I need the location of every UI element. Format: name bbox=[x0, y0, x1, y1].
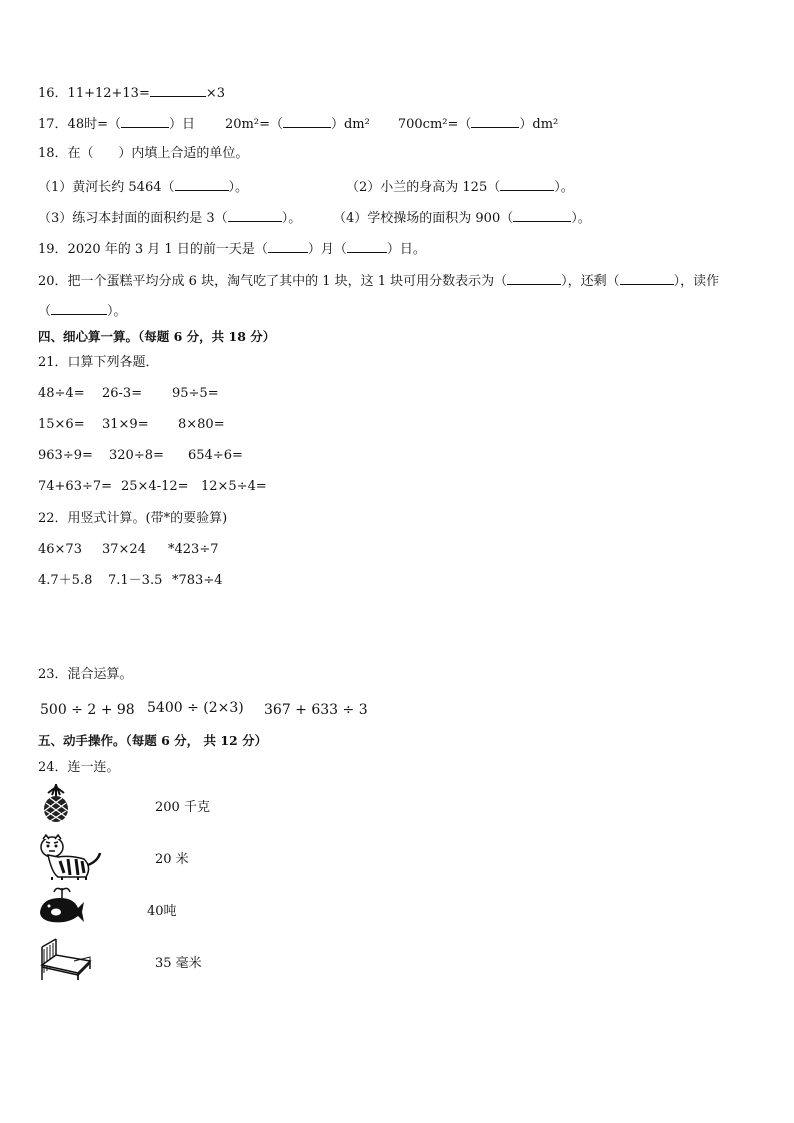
answer-blank[interactable] bbox=[150, 84, 206, 97]
answer-blank[interactable] bbox=[513, 209, 571, 222]
match-label: 200 千克 bbox=[155, 800, 210, 815]
question-18-part-1: （1）黄河长约 5464（ ）。 bbox=[38, 180, 249, 195]
answer-blank[interactable] bbox=[347, 240, 387, 253]
expression-3: 367 + 633 ÷ 3 bbox=[264, 702, 368, 718]
match-label: 35 毫米 bbox=[155, 956, 202, 971]
question-18-part-2: （2）小兰的身高为 125（ ）。 bbox=[346, 180, 574, 195]
question-18-stem: 18．在（ ）内填上合适的单位。 bbox=[38, 146, 249, 161]
expression-1: 500 ÷ 2 + 98 bbox=[40, 702, 135, 718]
whale-icon bbox=[38, 886, 86, 926]
pineapple-icon bbox=[38, 783, 74, 823]
tiger-icon bbox=[38, 833, 102, 881]
section-4-heading: 四、细心算一算。（每题 6 分，共 18 分） bbox=[38, 329, 276, 344]
answer-blank[interactable] bbox=[268, 240, 308, 253]
match-label: 20 米 bbox=[155, 852, 189, 867]
answer-blank[interactable] bbox=[471, 115, 519, 128]
question-20-continued: （ ）。 bbox=[38, 304, 127, 319]
question-16: 16．11+12+13= ×3 bbox=[38, 86, 226, 101]
answer-blank[interactable] bbox=[620, 272, 674, 285]
question-18-part-4: （4）学校操场的面积为 900（ ）。 bbox=[333, 211, 591, 226]
match-label: 40吨 bbox=[147, 904, 177, 919]
answer-blank[interactable] bbox=[500, 178, 554, 191]
answer-blank[interactable] bbox=[228, 209, 282, 222]
question-18-part-3: （3）练习本封面的面积约是 3（ ）。 bbox=[38, 211, 302, 226]
question-23-stem: 23．混合运算。 bbox=[38, 667, 133, 682]
answer-blank[interactable] bbox=[283, 115, 331, 128]
question-20: 20．把一个蛋糕平均分成 6 块，淘气吃了其中的 1 块，这 1 块可用分数表示为（ ），还剩（ ），读作 bbox=[38, 274, 720, 289]
question-19: 19．2020 年的 3 月 1 日的前一天是（ ）月（ ）日。 bbox=[38, 242, 426, 257]
answer-blank[interactable] bbox=[175, 178, 229, 191]
expression-2: 5400 ÷ (2×3) bbox=[147, 700, 244, 716]
answer-blank[interactable] bbox=[51, 302, 107, 315]
section-5-heading: 五、动手操作。（每题 6 分， 共 12 分） bbox=[38, 733, 268, 748]
answer-blank[interactable] bbox=[121, 115, 169, 128]
bed-icon bbox=[38, 937, 94, 981]
question-21-stem: 21．口算下列各题． bbox=[38, 355, 159, 370]
question-24-stem: 24．连一连。 bbox=[38, 760, 120, 775]
question-17: 17．48时=（ ）日 20m²=（ ）dm² 700cm²=（ ）dm² bbox=[38, 117, 559, 132]
answer-blank[interactable] bbox=[507, 272, 561, 285]
question-22-stem: 22．用竖式计算。(带*的要验算) bbox=[38, 511, 228, 526]
